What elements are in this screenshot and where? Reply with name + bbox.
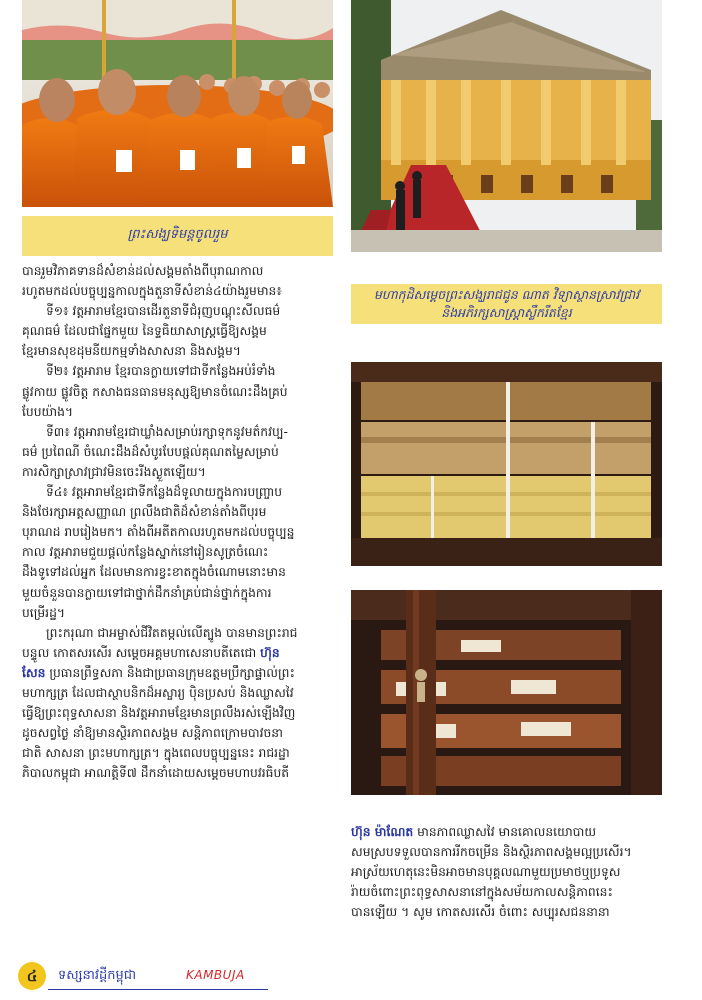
footer-rule xyxy=(48,989,268,990)
paragraph-point-3: ទី៣៖ វត្តអារាមខ្មែរជាឃ្លាំងសម្រាប់រក្សាទុកនូវមត៌កវប្ប- ធម៌ ប្រពៃណី ចំណេះដឹងដ៏សំបូរបែបផ្តល់គុណតម្លៃសម្រាប់ ការសិក្សាស្រាវជ្រាវមិនចេះរីងស្ងួតឡើយ។ xyxy=(22,424,288,479)
manuscripts-photo-top xyxy=(351,362,662,566)
paragraph-point-2: ទី២៖ វត្តអារាម ខ្មែរបានក្លាយទៅជាទីកន្លែងអប់រំទាំង ផ្លូវកាយ ផ្លូវចិត្ត កសាងធនធានមនុស្សឱ្យមានចំណេះដឹងគ្រប់ បែបយ៉ាង។ xyxy=(22,364,288,419)
magazine-title-latin: KAMBUJA xyxy=(186,968,245,982)
pavilion-caption: មហាកុដិសម្តេចព្រះសង្ឃរាជជូន ណាត វិទ្យាស្ថានស្រាវជ្រាវ និងអភិរក្សសាស្ត្រាស្លឹករឹតខ្មែរ xyxy=(351,284,662,324)
paragraph-right: ហ៊ុន ម៉ាណែត មានភាពឈ្លាសវៃ មានគោលនយោបាយ សមស្របទទួលបានការរីកចម្រើន និងស្ថិរភាពសង្គមល្អប្រសើរ។ អាស្រ័យហេតុនេះមិនអាចមានបុគ្គលណាមួយប្រមាថឬប្រទូស រ៉ាយចំពោះព្រះពុទ្ធសាសនានៅក្នុងសម័យកាលសន្តិភាពនេះ បានឡើយ ។ សូម កោតសរសើរ ចំពោះ សប្បុរសជននានា xyxy=(351,825,632,920)
highlight-name: សែន xyxy=(22,665,46,680)
paragraph-intro: បានរួមវិភាគទានដ៏សំខាន់ដល់សង្គមតាំងពីបុរាណកាល រហូតមកដល់បច្ចុប្បន្នកាលក្នុងតួនាទីសំខាន់៤យ៉ាងរួមមាន៖ xyxy=(22,264,282,299)
right-column-text xyxy=(351,822,663,922)
page-number-badge xyxy=(18,962,46,990)
pavilion-photo xyxy=(351,0,662,252)
paragraph-point-1: ទី១៖ វត្តអារាមខ្មែរបានដើរតួនាទីជំរុញបណ្តុះសីលធម៌ គុណធម៌ ដែលជាផ្នែកមួយ នៃទ្ទធិយាសាស្ត្រធ្វើឱ្យសង្គម ខ្មែរមានសុខដុមនីយកម្មទាំងសាសនា និងសង្គម។ xyxy=(22,304,281,359)
manuscripts-photo-bottom xyxy=(351,590,662,795)
highlight-name: ហ៊ុន xyxy=(260,645,280,660)
monks-caption: ព្រះសង្ឃទិមន្តចូលរួម xyxy=(22,216,333,256)
highlight-name: ហ៊ុន ម៉ាណែត xyxy=(351,825,414,839)
paragraph-king-statement: ព្រះករុណា ជាអម្ចាស់ជីវិតតម្កល់លើត្បូង បានមានព្រះរាជ បន្ទូល កោតសរសើរ សម្តេចអគ្គមហាសេនាបតីតេជោ ហ៊ុន សែន ប្រធានព្រឹទ្ធសភា និងជាប្រធានក្រុមឧត្តមប្រឹក្សាផ្ទាល់ព្រះ មហាក្សត្រ ដែលជាស្ថាបនិកដ៏អស្ចារ្យ ប៉ិនប្រសប់ និងឈ្លាសវៃ ធ្វើឱ្យព្រះពុទ្ធសាសនា និងវត្តអារាមខ្មែរមានព្រលឹងរស់ឡើងវិញ ដូចសព្វថ្ងៃ នាំឱ្យមានស្ថិរភាពសង្គម សន្តិភាពក្រោមបាវចនា ជាតិ សាសនា ព្រះមហាក្សត្រ។ ក្នុងពេលបច្ចុប្បន្ននេះ រាជរដ្ឋា ភិបាលកម្ពុជា អាណត្តិទី៧ ដឹកនាំដោយសម្តេចមហាបវរធិបតី xyxy=(22,625,298,781)
magazine-title-khmer: ទស្សនាវដ្តីកម្ពុជា xyxy=(58,968,137,983)
page-number: ៤ xyxy=(26,967,38,985)
page-footer xyxy=(18,962,258,990)
monks-photo xyxy=(22,0,333,207)
left-column-text xyxy=(22,261,334,783)
paragraph-point-4: ទី៤៖ វត្តអារាមខ្មែរជាទីកន្លែងដ៏ទូលាយក្នុងការបញ្ច្រាប និងថែរក្សាអត្តសញ្ញាណ ព្រលឹងជាតិដ៏សំខាន់តាំងពីបុរម បុរាណដ រាបរៀងមក។ តាំងពីអតីតកាលរហូតមកដល់បច្ចុប្បន្ន កាល វត្តអារាមជួយផ្តល់កន្លែងស្នាក់នៅរៀនសូត្រចំណេះ ដឹងទូទៅដល់អ្នក ដែលមានការខ្វះខាតក្នុងចំណោមនោះមាន មួយចំនួនបានក្លាយទៅជាថ្នាក់ដឹកនាំគ្រប់ជាន់ថ្នាក់ក្នុងការ បម្រើរដ្ឋ។ xyxy=(22,485,295,620)
